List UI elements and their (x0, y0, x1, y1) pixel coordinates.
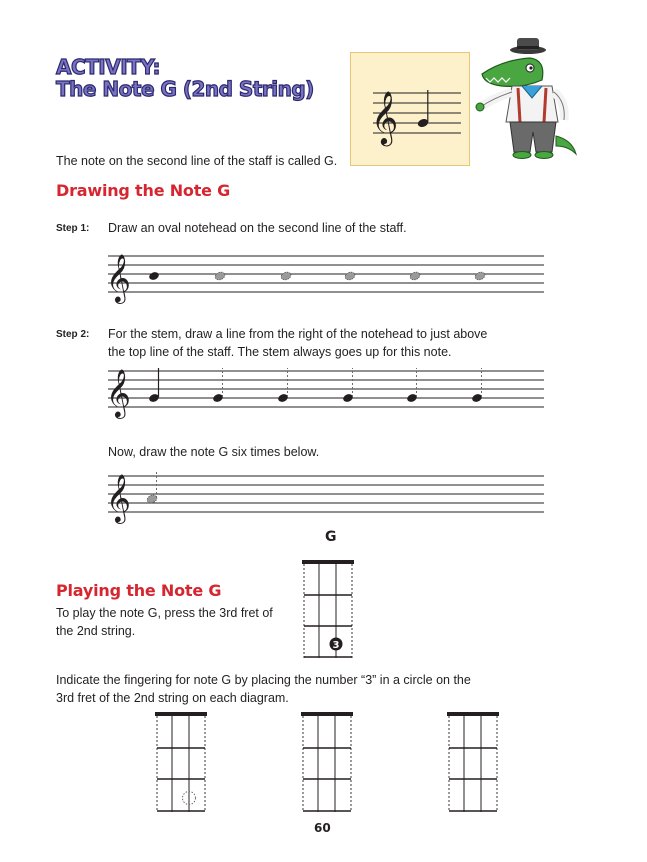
note-g-trace (212, 393, 224, 403)
finger-number: 3 (332, 640, 340, 651)
fret-diagram-example (302, 560, 354, 660)
step2-text-line2: the top line of the staff. The stem always goes up for this note. (108, 345, 452, 359)
example-staff (351, 53, 471, 167)
step2-label: Step 2: (56, 329, 90, 340)
step1-label: Step 1: (56, 223, 90, 234)
treble-clef-icon: 𝄞 (371, 90, 399, 144)
illustration-box (350, 52, 470, 166)
fret-diagram-practice-3[interactable] (447, 712, 499, 814)
note-g-trace (471, 393, 483, 403)
intro-text: The note on the second line of the staff is called G. (56, 154, 338, 168)
alligator-mascot-icon (472, 36, 582, 161)
playing-heading: Playing the Note G (56, 581, 222, 600)
page-title-line1: ACTIVITY: (56, 55, 161, 79)
chord-name: G (325, 529, 337, 545)
note-g-trace (277, 393, 289, 403)
instruction-line1: Indicate the fingering for note G by placing the number “3” in a circle on the (56, 673, 471, 687)
note-g-trace (214, 271, 226, 281)
note-g-trace (344, 271, 356, 281)
fret-diagram-practice-1[interactable] (155, 712, 207, 814)
treble-clef-icon: 𝄞 (106, 368, 131, 417)
playing-text-line2: the 2nd string. (56, 624, 136, 638)
note-g-trace (342, 393, 354, 403)
fret-diagram-practice-2[interactable] (301, 712, 353, 814)
staff-practice (108, 465, 544, 525)
note-g-trace (409, 271, 421, 281)
note-g-trace (474, 271, 486, 281)
instruction-line2: 3rd fret of the 2nd string on each diagram. (56, 691, 289, 705)
note-g-trace (406, 393, 418, 403)
note-g-trace (280, 271, 292, 281)
step2-text-line1: For the stem, draw a line from the right of the notehead to just above (108, 327, 488, 341)
page-title-line2: The Note G (2nd String) (56, 77, 314, 101)
staff-step1 (108, 245, 544, 305)
step1-text: Draw an oval notehead on the second line of the staff. (108, 221, 407, 235)
treble-clef-icon: 𝄞 (106, 253, 131, 302)
now-draw-text: Now, draw the note G six times below. (108, 445, 320, 459)
page-number: 60 (314, 821, 331, 835)
staff-step2 (108, 360, 544, 420)
treble-clef-icon: 𝄞 (106, 473, 131, 522)
playing-text-line1: To play the note G, press the 3rd fret of (56, 606, 273, 620)
drawing-heading: Drawing the Note G (56, 181, 231, 200)
note-g-example (148, 271, 160, 281)
